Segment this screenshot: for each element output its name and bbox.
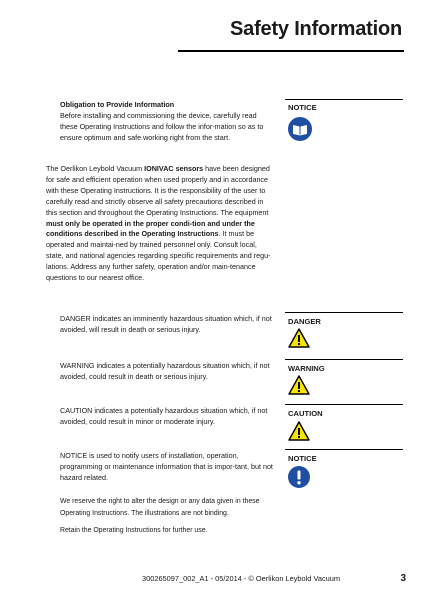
- warning-label: WARNING: [288, 364, 325, 373]
- notice-label: NOTICE: [288, 454, 317, 463]
- obligation-section: [60, 100, 274, 144]
- footer-doc-info: 300265097_002_A1 - 05/2014 - © Oerlikon Leybold Vacuum: [142, 574, 341, 583]
- warning-rule: [285, 359, 403, 360]
- caution-label: CAUTION: [288, 409, 323, 418]
- reserve-note: We reserve the right to alter the design or any data given in these Operating Instructions. The illustrations are not binding.: [60, 498, 260, 517]
- notice-rule: [285, 449, 403, 450]
- page-title: Safety Information: [230, 18, 402, 40]
- intro-text-1: The Oerlikon Leybold Vacuum: [46, 164, 145, 173]
- intro-product-name: IONIVAC sensors: [144, 164, 204, 173]
- intro-text-2: have been designed for safe and efficient operation when used properly and in accordance with these Operating Instructions. It is the responsibility of the user to carefully read and strictly observe all safety precautions described in this section and throughout the Operating Instructions. The equipment: [46, 164, 270, 217]
- danger-warning-icon: [288, 328, 310, 353]
- notice-exclamation-icon: [288, 466, 310, 493]
- danger-rule: [285, 312, 403, 313]
- warning-warning-icon: [288, 375, 310, 400]
- retain-note: Retain the Operating Instructions for further use.: [60, 527, 208, 534]
- intro-bold-condition: must only be operated in the proper condi-tion and under the conditions described in the Operating Instructions: [46, 218, 255, 239]
- caution-warning-icon: [288, 421, 310, 446]
- danger-label: DANGER: [288, 317, 321, 326]
- obligation-body: Before installing and commissioning the device, carefully read these Operating Instructions and follow the infor-mation so as to ensure optimum and safe working right from the start.: [60, 110, 264, 142]
- notice-rule-top: [285, 99, 403, 100]
- notice-definition: NOTICE is used to notify users of installation, operation, programming or maintenance information that is impor-tant, but not hazard related.: [60, 451, 273, 482]
- read-manual-icon: [288, 117, 312, 146]
- danger-definition: DANGER indicates an imminently hazardous situation which, if not avoided, will result in death or serious injury.: [60, 314, 272, 334]
- caution-rule: [285, 404, 403, 405]
- intro-paragraph: [46, 164, 274, 284]
- notice-label-top: NOTICE: [288, 103, 317, 112]
- caution-definition: CAUTION indicates a potentially hazardous situation which, if not avoided, could result in minor or moderate injury.: [60, 406, 268, 426]
- intro-text-3: . It must be operated and maintai-ned by trained personnel only. Consult local, state, and national agencies regarding specific requirements and regu-lations. Address any further safety, operation and/or main-tenance questions to our nearest office.: [46, 229, 271, 283]
- page-number: 3: [400, 573, 406, 584]
- obligation-heading: Obligation to Provide Information: [60, 100, 175, 109]
- title-rule: [178, 50, 404, 52]
- warning-definition: WARNING indicates a potentially hazardous situation which, if not avoided, could result in death or serious injury.: [60, 361, 270, 381]
